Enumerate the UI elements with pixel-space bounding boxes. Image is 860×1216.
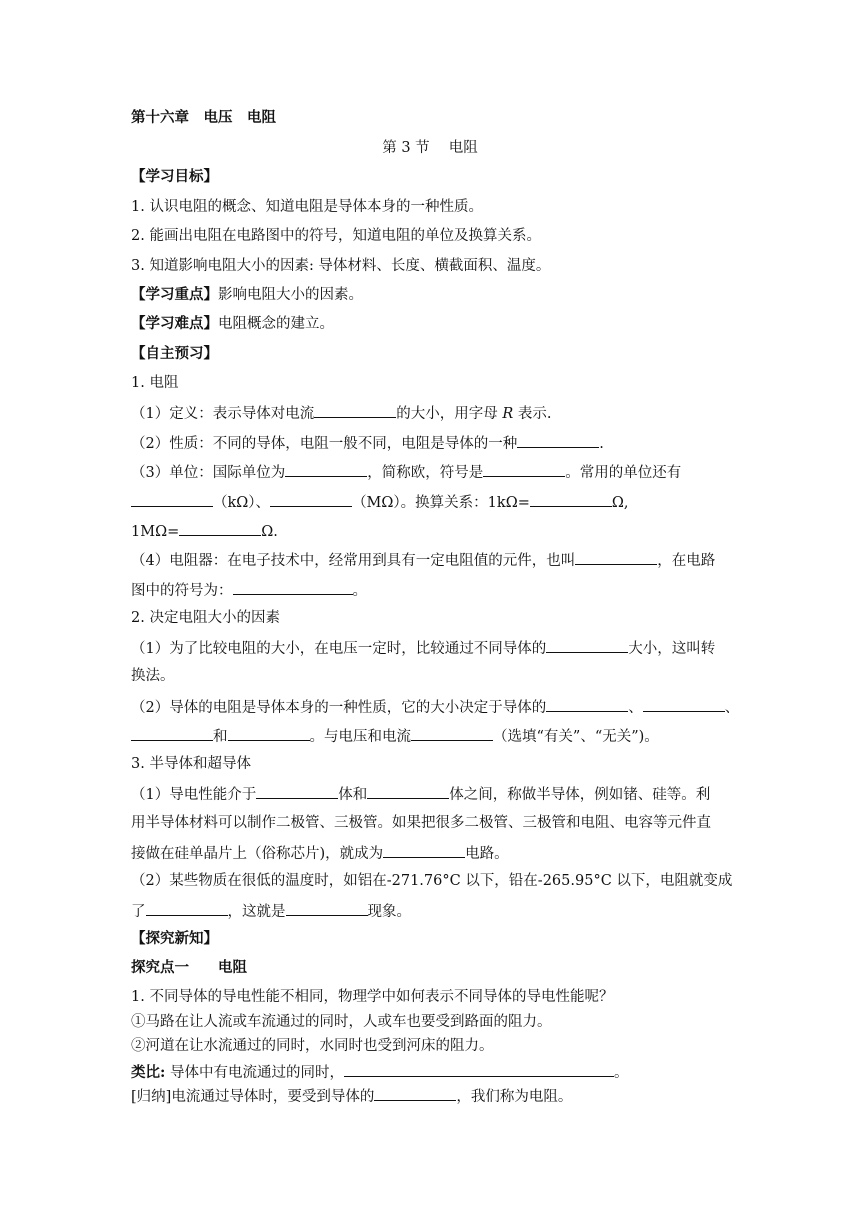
superconductor-line-2	[131, 900, 731, 922]
answer-blank[interactable]	[367, 783, 449, 799]
text: ，简称欧，符号是	[367, 465, 484, 481]
preview-header: 【自主预习】	[131, 345, 218, 362]
difficulty-label: 【学习难点】	[131, 315, 218, 332]
text: 体和	[338, 787, 368, 803]
text: ，我们称为电阻。	[456, 1089, 573, 1105]
text: 大小，这叫转	[628, 641, 716, 657]
resistor-line-2	[131, 579, 731, 601]
answer-blank[interactable]	[575, 549, 657, 565]
text: 导体中有电流通过的同时，	[165, 1065, 344, 1081]
answer-blank[interactable]	[314, 402, 396, 418]
text: （2）导体的电阻是导体本身的一种性质，它的大小决定于导体的	[131, 700, 547, 716]
factor-line-1	[131, 637, 731, 659]
text: （选填“有关”、“无关”)。	[493, 729, 659, 745]
superconductor-line-1: （2）某些物质在很低的温度时，如铝在-271.76°C 以下，铅在-265.95°C 以下，电阻就变成	[131, 873, 733, 889]
example-item: ②河道在让水流通过的同时，水同时也受到河床的阻力。	[131, 1038, 494, 1054]
focus-line	[131, 285, 731, 305]
goals-header: 【学习目标】	[131, 168, 218, 185]
subsection-title: 3. 半导体和超导体	[131, 756, 251, 772]
text: 体之间，称做半导体，例如锗、硅等。利	[449, 787, 711, 803]
text: 电路。	[465, 846, 509, 862]
answer-blank[interactable]	[228, 725, 310, 741]
resistor-line	[131, 549, 731, 571]
text: （MΩ）。换算关系：1kΩ=	[352, 495, 530, 511]
explore-question: 1. 不同导体的导电性能不相同，物理学中如何表示不同导体的导电性能呢？	[131, 989, 614, 1005]
answer-blank[interactable]	[256, 783, 338, 799]
text: 现象。	[367, 904, 411, 920]
answer-blank[interactable]	[517, 432, 599, 448]
section-title: 第 3 节 电阻	[382, 140, 478, 156]
answer-blank[interactable]	[546, 637, 628, 653]
explore-point-title: 探究点一 电阻	[131, 959, 247, 976]
focus-text: 影响电阻大小的因素。	[218, 287, 363, 303]
text: 、	[724, 700, 740, 716]
text: 。	[613, 1065, 629, 1081]
answer-blank[interactable]	[383, 842, 465, 858]
text: 。常用的单位还有	[565, 465, 682, 481]
text: ，在电路	[657, 553, 716, 569]
text: Ω,	[611, 495, 629, 511]
text: （1）导电性能介于	[131, 787, 257, 803]
answer-blank[interactable]	[643, 696, 725, 712]
text: （1）定义：表示导体对电流	[131, 406, 315, 422]
text: 。	[352, 583, 367, 599]
text: .	[599, 436, 604, 452]
goal-item: 2. 能画出电阻在电路图中的符号，知道电阻的单位及换算关系。	[131, 228, 541, 244]
difficulty-line	[131, 314, 731, 334]
unit-line	[131, 461, 731, 483]
answer-blank[interactable]	[530, 491, 612, 507]
example-item: ①马路在让人流或车流通过的同时，人或车也要受到路面的阻力。	[131, 1014, 552, 1030]
text: 1MΩ=	[131, 524, 180, 540]
factor-line-1b: 换法。	[131, 668, 175, 684]
text: 的大小，用字母	[396, 406, 503, 422]
definition-line	[131, 402, 731, 424]
text: 表示.	[513, 406, 552, 422]
subsection-title: 2. 决定电阻大小的因素	[131, 610, 280, 626]
factor-line-2	[131, 696, 740, 718]
text: ，这就是	[227, 904, 286, 920]
answer-blank[interactable]	[374, 1085, 456, 1101]
summary-label: [归纳]	[131, 1089, 172, 1105]
text: （kΩ）、	[213, 495, 271, 511]
answer-blank[interactable]	[344, 1061, 614, 1077]
answer-blank[interactable]	[131, 491, 213, 507]
text: Ω.	[261, 524, 278, 540]
answer-blank[interactable]	[286, 900, 368, 916]
focus-label: 【学习重点】	[131, 286, 218, 303]
analogy-line	[131, 1061, 731, 1083]
semiconductor-line-2: 用半导体材料可以制作二极管、三极管。如果把很多二极管、三极管和电阻、电容等元件直	[131, 815, 711, 831]
answer-blank[interactable]	[483, 461, 565, 477]
text: （1）为了比较电阻的大小，在电压一定时，比较通过不同导体的	[131, 641, 547, 657]
text: （2）性质：不同的导体，电阻一般不同，电阻是导体的一种	[131, 436, 518, 452]
analogy-label: 类比:	[131, 1064, 166, 1081]
goal-item: 1. 认识电阻的概念、知道电阻是导体本身的一种性质。	[131, 199, 483, 215]
answer-blank[interactable]	[411, 725, 493, 741]
text: （4）电阻器：在电子技术中，经常用到具有一定电阻值的元件，也叫	[131, 553, 576, 569]
text: 。与电压和电流	[309, 729, 411, 745]
text: （3）单位：国际单位为	[131, 465, 286, 481]
text: 和	[213, 729, 228, 745]
semiconductor-line-3	[131, 842, 731, 864]
answer-blank[interactable]	[131, 725, 213, 741]
chapter-title: 第十六章 电压 电阻	[131, 109, 276, 126]
variable-r: R	[502, 406, 514, 422]
difficulty-text: 电阻概念的建立。	[218, 316, 334, 332]
text: 电流通过导体时，要受到导体的	[171, 1089, 375, 1105]
text: 了	[131, 904, 146, 920]
goal-item: 3. 知道影响电阻大小的因素: 导体材料、长度、横截面积、温度。	[131, 258, 551, 274]
factor-line-3	[131, 725, 731, 747]
property-line	[131, 432, 731, 454]
answer-blank[interactable]	[179, 520, 261, 536]
text: 图中的符号为：	[131, 583, 233, 599]
explore-header: 【探究新知】	[131, 930, 218, 947]
answer-blank[interactable]	[270, 491, 352, 507]
text: 、	[628, 700, 643, 716]
answer-blank[interactable]	[146, 900, 228, 916]
text: 接做在硅单晶片上（俗称芯片)，就成为	[131, 846, 384, 862]
answer-blank[interactable]	[233, 579, 353, 595]
semiconductor-line-1	[131, 783, 731, 805]
unit-line-2	[131, 491, 731, 513]
unit-line-3	[131, 520, 731, 542]
subsection-title: 1. 电阻	[131, 375, 179, 391]
answer-blank[interactable]	[285, 461, 367, 477]
summary-line	[131, 1085, 731, 1107]
answer-blank[interactable]	[546, 696, 628, 712]
